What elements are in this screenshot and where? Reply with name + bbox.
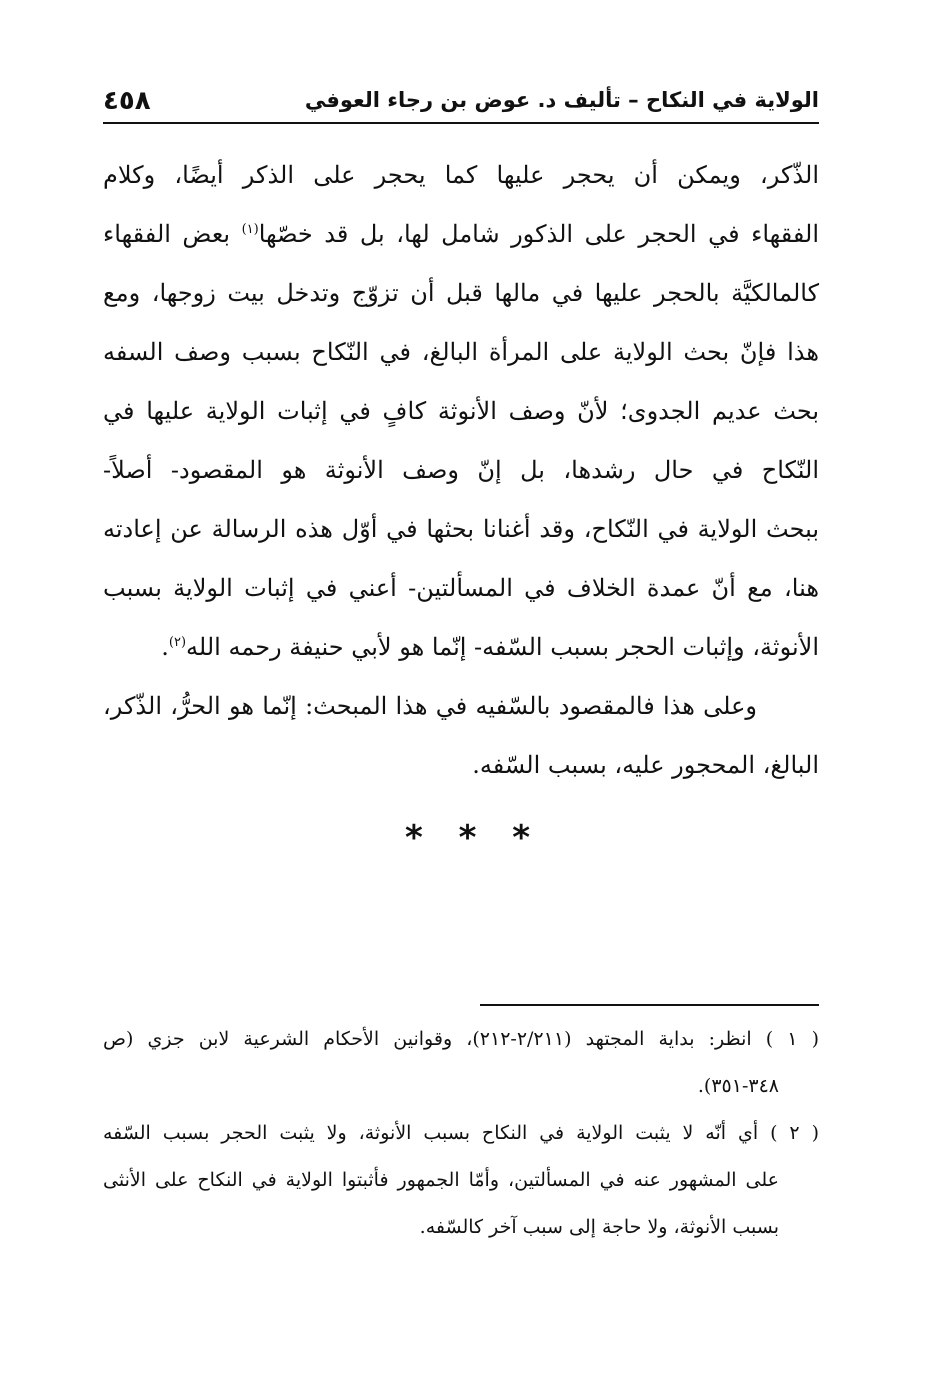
footnote-2-line: على المشهور عنه في المسألتين، وأمّا الجمهور فأثبتوا الولاية في النكاح على الأنثى	[103, 1169, 779, 1191]
text-line: بحث عديم الجدوى؛ لأنّ وصف الأنوثة كافٍ في إثبات الولاية عليها في	[103, 397, 819, 425]
text-line: الذّكر، ويمكن أن يحجر عليها كما يحجر على الذكر أيضًا، وكلام	[103, 161, 819, 189]
footnote-2-line: ( ٢ ) أي أنّه لا يثبت الولاية في النكاح بسبب الأنوثة، ولا يثبت الحجر بسبب السّفه	[103, 1122, 819, 1144]
text-line: وعلى هذا فالمقصود بالسّفيه في هذا المبحث: إنّما هو الحرُّ، الذّكر،	[103, 692, 757, 720]
footnote-1-line: ٣٤٨-٣٥١).	[697, 1075, 779, 1097]
text-segment: .	[161, 633, 169, 661]
text-line	[103, 205, 819, 264]
text-line: النّكاح في حال رشدها، بل إنّ وصف الأنوثة هو المقصود- أصلاً-	[103, 456, 819, 484]
text-line: كالمالكيَّة بالحجر عليها في مالها قبل أن تزوّج وتدخل بيت زوجها، ومع	[103, 279, 819, 307]
footnote-divider	[480, 1004, 819, 1006]
running-header-title: الولاية في النكاح – تأليف د. عوض بن رجاء العوفي	[304, 88, 819, 112]
text-line: البالغ، المحجور عليه، بسبب السّفه.	[472, 751, 819, 779]
text-segment: الأنوثة، وإثبات الحجر بسبب السّفه- إنّما هو لأبي حنيفة رحمه الله	[186, 633, 819, 661]
text-line: ببحث الولاية في النّكاح، وقد أغنانا بحثها في أوّل هذه الرسالة عن إعادته	[103, 515, 819, 543]
page-number: ٤٥٨	[103, 86, 151, 116]
running-header	[103, 86, 819, 124]
text-line: هذا فإنّ بحث الولاية على المرأة البالغ، في النّكاح بسبب وصف السفه	[103, 338, 819, 366]
section-separator: * * *	[404, 818, 542, 858]
footnote-2-line: بسبب الأنوثة، ولا حاجة إلى سبب آخر كالسّفه.	[419, 1216, 779, 1238]
footnotes	[103, 1016, 819, 1251]
footnote-ref-1[interactable]: (١)	[241, 222, 259, 237]
footnote-ref-2[interactable]: (٢)	[168, 635, 187, 650]
text-line: هنا، مع أنّ عمدة الخلاف في المسألتين- أعني في إثبات الولاية بسبب	[103, 574, 819, 602]
main-text	[103, 146, 819, 795]
text-segment: الفقهاء في الحجر على الذكور شامل لها، بل قد خصّها	[258, 220, 819, 248]
footnote-1-line: ( ١ ) انظر: بداية المجتهد (٢/٢١١-٢١٢)، وقوانين الأحكام الشرعية لابن جزي (ص	[103, 1028, 820, 1050]
text-segment: بعض الفقهاء	[103, 220, 242, 248]
text-line	[103, 618, 819, 677]
